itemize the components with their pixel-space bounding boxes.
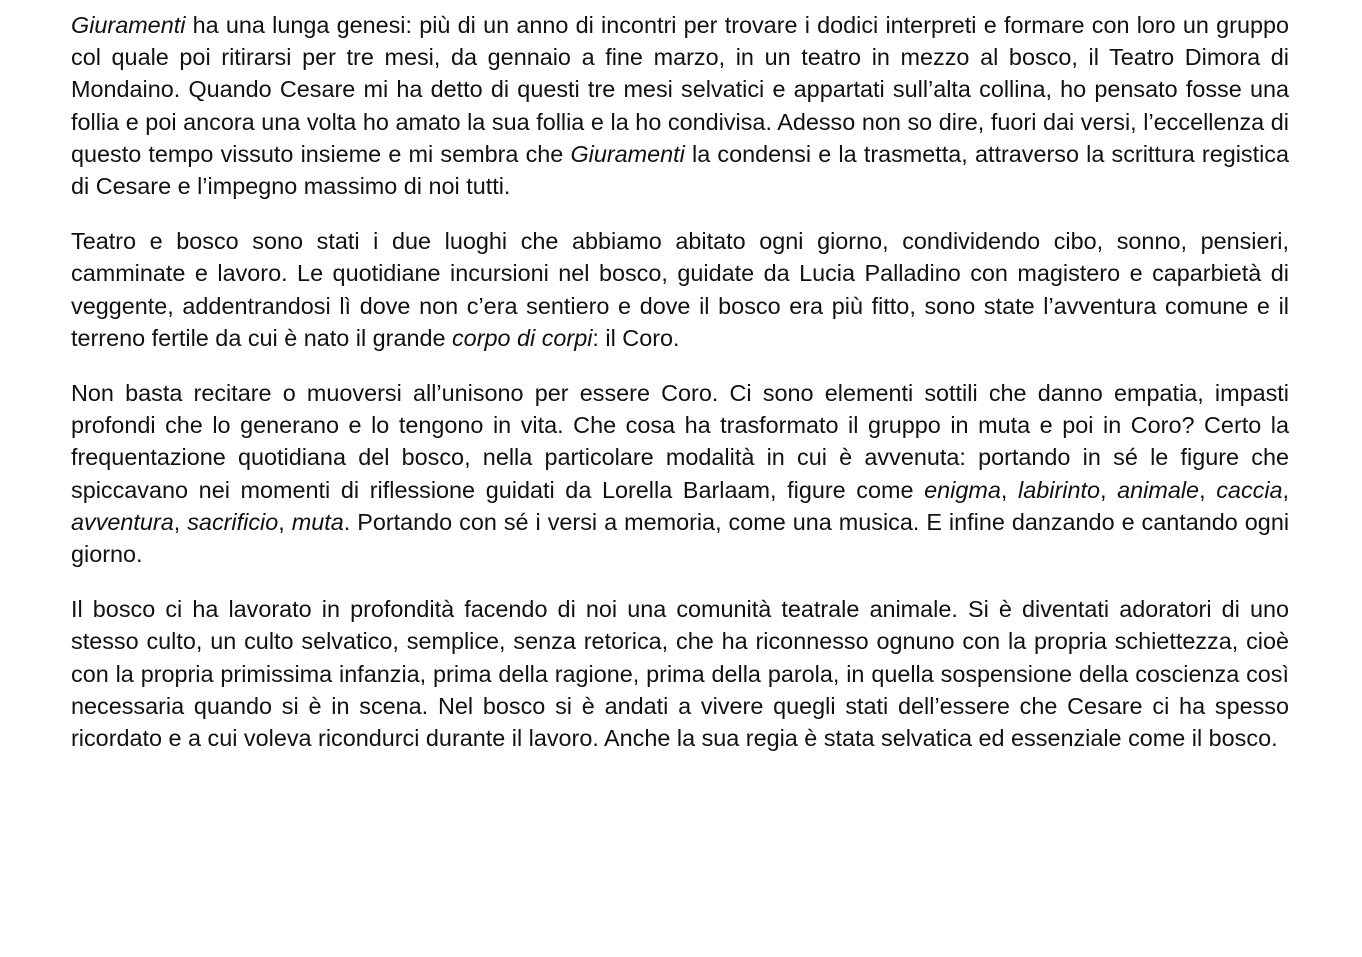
emphasis-text: animale [1117,476,1200,503]
paragraph-3 [71,377,1289,570]
text-run: Il bosco ci ha lavorato in profondità facendo di noi una comunità teatrale animale. Si è diventati adoratori di uno stesso culto, un culto selvatico, semplice, senza retorica, che ha riconnesso ognuno con la propria schiettezza, cioè con la propria primissima infanzia, prima della ragione, prima della parola, in quella sospensione della coscienza così necessaria quando si è in scena. Nel bosco si è andati a vivere quegli stati dell’essere che Cesare ci ha spesso ricordato e a cui voleva ricondurci durante il lavoro. Anche la sua regia è stata selvatica ed essenziale come il bosco. [71,596,1289,752]
emphasis-text: muta [291,508,344,535]
text-run: : il Coro. [592,324,680,351]
text-run: , [1000,476,1019,503]
emphasis-text: enigma [924,476,1001,503]
text-run: Teatro e bosco sono stati i due luoghi che abbiamo abitato ogni giorno, condividendo cibo, sonno, pensieri, camminate e lavoro. Le quotidiane incursioni nel bosco, guidate da Lucia Palladino con magistero e caparbietà di veggente, addentrandosi lì dove non c’era sentiero e dove il bosco era più fitto, sono state l’avventura comune e il terreno fertile da cui è nato il grande [71,228,1289,351]
document-page [71,9,1289,777]
emphasis-text: corpo di corpi [451,324,593,351]
emphasis-text: Giuramenti [570,140,685,167]
text-run: . Portando con sé i versi a memoria, come una musica. E infine danzando e cantando ogni giorno. [71,508,1290,568]
text-run: , [173,508,188,535]
text-run: , [1282,476,1290,503]
text-run: , [1199,476,1217,503]
paragraph-1 [71,9,1289,202]
emphasis-text: avventura [71,508,174,535]
emphasis-text: Giuramenti [71,12,186,38]
text-run: ha una lunga genesi: più di un anno di incontri per trovare i dodici interpreti e formare con loro un gruppo col quale poi ritirarsi per tre mesi, da gennaio a fine marzo, in un teatro in mezzo al bosco, il Teatro Dimora di Mondaino. Quando Cesare mi ha detto di questi tre mesi selvatici e appartati sull’alta collina, ho pensato fosse una follia e poi ancora una volta ho amato la sua follia e la ho condivisa. Adesso non so dire, fuori dai versi, l’eccellenza di questo tempo vissuto insieme e mi sembra che [71,12,1289,167]
emphasis-text: labirinto [1018,476,1100,503]
text-run: , [278,508,292,535]
text-run: , [1099,476,1118,503]
text-run: Non basta recitare o muoversi all’unisono per essere Coro. Ci sono elementi sottili che danno empatia, impasti profondi che lo generano e lo tengono in vita. Che cosa ha trasformato il gruppo in muta e poi in Coro? Certo la frequentazione quotidiana del bosco, nella particolare modalità in cui è avvenuta: portando in sé le figure che spiccavano nei momenti di riflessione guidati da Lorella Barlaam, figure come [71,380,1289,503]
paragraph-4 [71,593,1289,754]
emphasis-text: caccia [1216,476,1283,503]
emphasis-text: sacrificio [187,508,279,535]
text-run: la condensi e la trasmetta, attraverso la scrittura registica di Cesare e l’impegno massimo di noi tutti. [71,140,1290,200]
paragraph-2 [71,225,1289,354]
